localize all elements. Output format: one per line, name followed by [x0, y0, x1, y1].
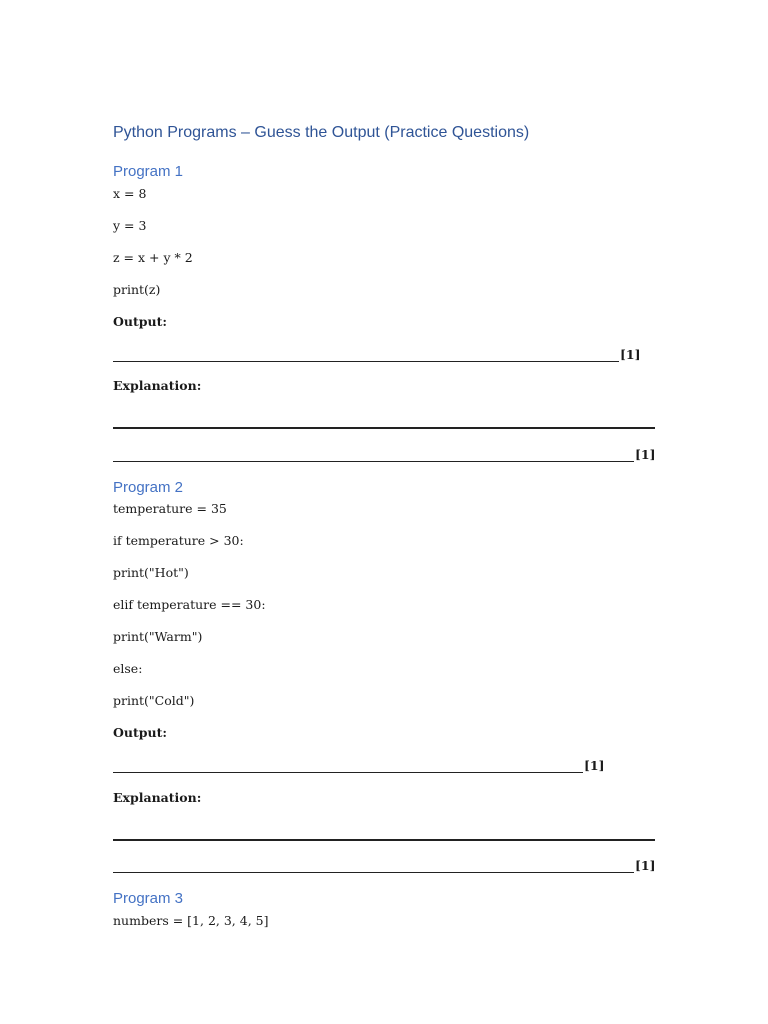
program-1-explanation-rule[interactable]: [113, 427, 655, 429]
program-2-code-line: print("Cold"): [113, 693, 195, 708]
program-2-explanation-label: Explanation:: [113, 790, 202, 805]
program-1-output-label: Output:: [113, 314, 167, 329]
program-1-output-answer-line[interactable]: [113, 346, 641, 362]
program-2-code-line: print("Hot"): [113, 565, 189, 580]
marks-badge: [1]: [584, 758, 605, 773]
marks-badge: [1]: [635, 447, 656, 462]
program-2-output-label: Output:: [113, 725, 167, 740]
answer-rule: [113, 860, 634, 873]
program-1-code-line: print(z): [113, 282, 161, 297]
program-2-explanation-rule[interactable]: [113, 839, 655, 841]
program-3-code-line: numbers = [1, 2, 3, 4, 5]: [113, 913, 269, 928]
program-2-code-line: elif temperature == 30:: [113, 597, 266, 612]
program-2-explanation-answer-line[interactable]: [113, 857, 656, 873]
program-2-output-answer-line[interactable]: [113, 757, 605, 773]
program-3-heading: Program 3: [113, 890, 184, 907]
answer-rule: [113, 760, 583, 773]
program-2-code-line: else:: [113, 661, 143, 676]
program-2-code-line: print("Warm"): [113, 629, 203, 644]
program-1-heading: Program 1: [113, 163, 184, 180]
program-2-code-line: temperature = 35: [113, 501, 227, 516]
answer-rule: [113, 449, 634, 462]
answer-rule: [113, 349, 619, 362]
marks-badge: [1]: [635, 858, 656, 873]
program-2-code-line: if temperature > 30:: [113, 533, 244, 548]
program-1-code-line: y = 3: [113, 218, 147, 233]
program-1-code-line: x = 8: [113, 186, 147, 201]
program-1-explanation-answer-line[interactable]: [113, 446, 656, 462]
marks-badge: [1]: [620, 347, 641, 362]
program-1-code-line: z = x + y * 2: [113, 250, 193, 265]
program-2-heading: Program 2: [113, 479, 184, 496]
document-title: Python Programs – Guess the Output (Practice Questions): [113, 124, 530, 141]
program-1-explanation-label: Explanation:: [113, 378, 202, 393]
